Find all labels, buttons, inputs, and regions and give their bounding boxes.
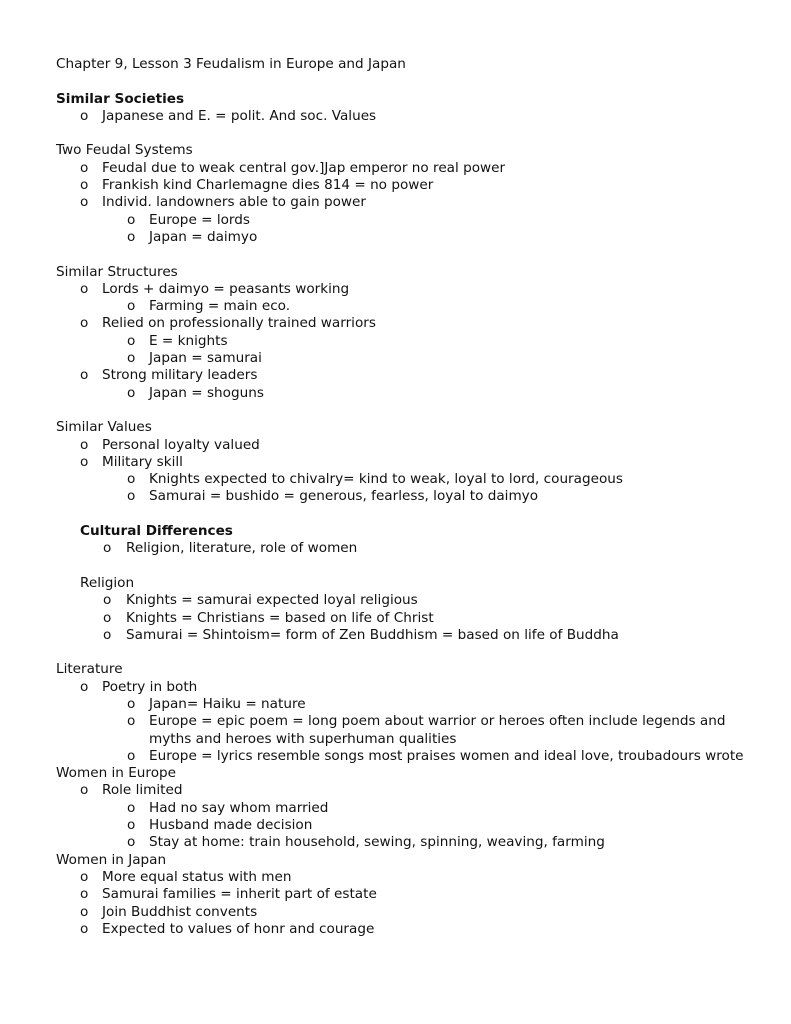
bullet: o xyxy=(80,920,89,937)
bullet: o xyxy=(80,315,89,332)
bullet: o xyxy=(80,159,89,176)
list-item: o Strong military leaders xyxy=(80,367,258,384)
heading-literature: Literature xyxy=(56,661,123,678)
bullet: o xyxy=(80,177,89,194)
bullet: o xyxy=(127,384,136,401)
list-item: o Japanese and E. = polit. And soc. Values xyxy=(80,107,377,124)
list-item: o Knights = Christians = based on life of Christ xyxy=(103,609,434,626)
bullet: o xyxy=(80,782,89,799)
list-subitem: o Japan = shoguns xyxy=(127,384,264,401)
bullet: o xyxy=(103,609,112,626)
list-item: o Frankish kind Charlemagne dies 814 = no power xyxy=(80,177,434,194)
bullet: o xyxy=(80,194,89,211)
bullet: o xyxy=(80,367,89,384)
list-item: o Military skill xyxy=(80,453,183,470)
list-subitem: o Husband made decision xyxy=(127,817,313,834)
list-item: o Feudal due to weak central gov.]Jap emperor no real power xyxy=(80,159,506,176)
bullet: o xyxy=(127,488,136,505)
heading-cultural-differences: Cultural Differences xyxy=(80,523,233,540)
list-item: o Role limited xyxy=(80,782,183,799)
list-subitem: o Samurai = bushido = generous, fearless, loyal to daimyo xyxy=(127,488,539,505)
bullet: o xyxy=(127,695,136,712)
heading-religion: Religion xyxy=(80,574,135,591)
bullet: o xyxy=(127,834,136,851)
document-content xyxy=(56,56,761,938)
list-subitem: o Stay at home: train household, sewing, spinning, weaving, farming xyxy=(127,834,605,851)
bullet: o xyxy=(80,886,89,903)
bullet: o xyxy=(80,107,89,124)
bullet: o xyxy=(80,903,89,920)
bullet: o xyxy=(80,678,89,695)
list-subitem: o Had no say whom married xyxy=(127,799,329,816)
bullet: o xyxy=(127,799,136,816)
heading-women-in-japan: Women in Japan xyxy=(56,851,167,868)
list-item: o Poetry in both xyxy=(80,678,198,695)
bullet: o xyxy=(127,350,136,367)
list-item: o Join Buddhist convents xyxy=(80,903,258,920)
list-item: o More equal status with men xyxy=(80,868,292,885)
list-subitem: o Japan = daimyo xyxy=(127,228,258,245)
bullet: o xyxy=(80,280,89,297)
bullet: o xyxy=(80,453,89,470)
heading-similar-structures: Similar Structures xyxy=(56,263,178,280)
list-item: o Knights = samurai expected loyal religious xyxy=(103,592,418,609)
list-item: o Individ. landowners able to gain power xyxy=(80,194,366,211)
list-item: o Samurai families = inherit part of estate xyxy=(80,886,377,903)
bullet: o xyxy=(127,713,136,730)
list-subitem: o Europe = epic poem = long poem about warrior or heroes often include legends and myths and heroes with superhuman qualities xyxy=(127,713,726,747)
heading-similar-societies: Similar Societies xyxy=(56,90,185,107)
list-subitem: o Europe = lords xyxy=(127,211,250,228)
bullet: o xyxy=(103,592,112,609)
list-subitem: o Knights expected to chivalry= kind to weak, loyal to lord, courageous xyxy=(127,471,623,488)
list-item: o Personal loyalty valued xyxy=(80,436,260,453)
heading-two-feudal-systems: Two Feudal Systems xyxy=(56,142,193,159)
list-subitem: o Europe = lyrics resemble songs most praises women and ideal love, troubadours wrote xyxy=(127,747,744,764)
bullet: o xyxy=(127,211,136,228)
list-item: o Samurai = Shintoism= form of Zen Buddhism = based on life of Buddha xyxy=(103,626,619,643)
heading-similar-values: Similar Values xyxy=(56,419,152,436)
list-subitem: o Farming = main eco. xyxy=(127,298,291,315)
bullet: o xyxy=(127,228,136,245)
list-item: o Relied on professionally trained warriors xyxy=(80,315,376,332)
bullet: o xyxy=(127,471,136,488)
bullet: o xyxy=(80,868,89,885)
bullet: o xyxy=(103,540,112,557)
heading-women-in-europe: Women in Europe xyxy=(56,765,177,782)
document-title: Chapter 9, Lesson 3 Feudalism in Europe and Japan xyxy=(56,56,406,72)
list-subitem: o E = knights xyxy=(127,332,228,349)
bullet: o xyxy=(103,626,112,643)
list-item: o Lords + daimyo = peasants working xyxy=(80,280,350,297)
list-item: o Expected to values of honr and courage xyxy=(80,920,375,937)
bullet: o xyxy=(127,332,136,349)
list-item: o Religion, literature, role of women xyxy=(103,540,358,557)
bullet: o xyxy=(127,747,136,764)
bullet: o xyxy=(80,436,89,453)
bullet: o xyxy=(127,817,136,834)
list-subitem: o Japan= Haiku = nature xyxy=(127,695,306,712)
bullet: o xyxy=(127,298,136,315)
list-subitem: o Japan = samurai xyxy=(127,350,262,367)
